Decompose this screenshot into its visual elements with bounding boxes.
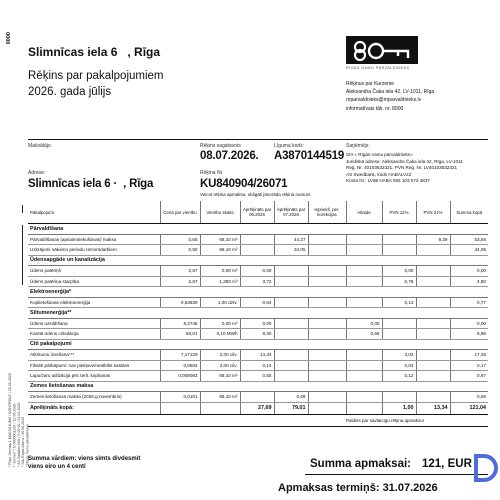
table-cell: 0,77: [450, 297, 488, 308]
amount-due-label: Summa apmaksai:: [310, 458, 411, 470]
table-row: [28, 329, 488, 340]
contract-label: Līguma kods:: [274, 143, 305, 149]
invoice-note: Veicot rēķina apmaksu, obligāti jānorāda rēķina numurs: [200, 192, 311, 197]
section-header-row: [28, 224, 488, 235]
total-cell: [160, 402, 200, 414]
column-header: Vienību skaits: [200, 201, 240, 224]
table-cell: [416, 329, 450, 340]
payer-label: Maksātājs:: [28, 143, 52, 149]
table-cell: [274, 329, 308, 340]
divider: [305, 474, 488, 475]
table-cell: [274, 350, 308, 361]
payment-term-date: 31.07.2026: [382, 482, 438, 494]
amount-due-number: 121,: [422, 458, 445, 470]
table-cell: 68,10 m²: [200, 245, 240, 256]
table-cell: [308, 392, 346, 403]
section-header-row: [28, 308, 488, 319]
table-cell: 3,02: [382, 350, 416, 361]
table-cell: 0,14: [240, 360, 274, 371]
receiver-line: Reģ. Nr. 40103632321, PVN Reģ. Nr. LV40103632321: [346, 165, 458, 171]
receiver-label: Saņēmējs:: [346, 143, 370, 149]
table-cell: 0,65: [160, 234, 200, 245]
total-cell: 27,69: [240, 402, 274, 414]
table-cell: [240, 392, 274, 403]
total-label: Aprēķināts kopā:: [28, 402, 160, 414]
payment-term-label: Apmaksas termiņš:: [278, 482, 380, 494]
sum-in-words: Summa vārdiem: viens simts divdesmit viens eiro un 4 centi: [28, 456, 141, 470]
table-cell: [416, 276, 450, 287]
section-header-row: [28, 255, 488, 266]
service-name: Ūdens patēriņš: [28, 266, 160, 277]
table-cell: 0,63839: [160, 297, 200, 308]
table-cell: [308, 234, 346, 245]
table-cell: 8,3746: [160, 318, 200, 329]
amount-due-value: [422, 458, 472, 470]
table-cell: [382, 318, 416, 329]
table-cell: 2,67: [160, 266, 200, 277]
table-cell: 53,56: [450, 234, 488, 245]
table-cell: 68,10 m²: [200, 371, 240, 382]
table-cell: 0,78: [382, 276, 416, 287]
table-cell: [346, 297, 382, 308]
table-cell: [274, 276, 308, 287]
table-row: [28, 245, 488, 256]
table-cell: [346, 234, 382, 245]
header-invoice-title: Rēķins par pakalpojumiem: [28, 70, 164, 82]
section-header-row: [28, 287, 488, 298]
section-title: Citi pakalpojumi: [28, 339, 488, 350]
address-label: Adrese:: [28, 170, 46, 176]
table-cell: 34,05: [450, 245, 488, 256]
header-address: [28, 45, 160, 59]
table-cell: 0,00: [346, 318, 382, 329]
service-name: Karstā ūdens cirkulācija: [28, 329, 160, 340]
column-header: Summa kopā: [450, 201, 488, 224]
table-row: [28, 371, 488, 382]
table-cell: 0,64: [240, 297, 274, 308]
contract-code: A3870144519: [274, 150, 345, 162]
table-cell: [274, 266, 308, 277]
services-table: [28, 201, 488, 415]
table-cell: 0,50: [160, 245, 200, 256]
service-name: Lapu/zaru utilizācija pēc terit. kopšanas: [28, 371, 160, 382]
table-cell: 8,96: [450, 329, 488, 340]
table-cell: 14,34: [240, 350, 274, 361]
invoice-number-label: Rēķina Nr.: [200, 170, 224, 176]
table-cell: [416, 318, 450, 329]
table-cell: [308, 297, 346, 308]
table-cell: [308, 360, 346, 371]
requisite-line: rnparvaldnieks@rnparvaldnieks.lv: [346, 97, 422, 104]
table-cell: 0,17: [450, 360, 488, 371]
table-row: [28, 297, 488, 308]
total-cell: [346, 402, 382, 414]
section-header-row: [28, 381, 488, 392]
table-cell: 2,67: [160, 276, 200, 287]
table-cell: [308, 329, 346, 340]
table-cell: 0,03: [382, 360, 416, 371]
table-cell: 7,17129: [160, 350, 200, 361]
logo-subtitle: RĪGAS NAMU PĀRVALDNIEKS: [346, 66, 410, 70]
service-name: Ūdens uzsildīšana: [28, 318, 160, 329]
table-cell: 0,12: [382, 371, 416, 382]
table-cell: [346, 245, 382, 256]
table-cell: [382, 392, 416, 403]
table-cell: [346, 350, 382, 361]
table-cell: [240, 245, 274, 256]
column-header: Aprēķināts par 06.2026: [240, 201, 274, 224]
total-cell: [308, 402, 346, 414]
total-cell: 1,00: [382, 402, 416, 414]
table-cell: 0,0101: [160, 392, 200, 403]
column-header: PVN 12%: [382, 201, 416, 224]
table-cell: 0,00: [450, 266, 488, 277]
table-cell: [274, 297, 308, 308]
column-header: Iepriekš. per. korekcijas: [308, 201, 346, 224]
table-row: [28, 350, 488, 361]
table-row: [28, 318, 488, 329]
table-cell: [308, 266, 346, 277]
divider: [28, 139, 488, 140]
table-cell: 44,27: [274, 234, 308, 245]
table-cell: 9,29: [416, 234, 450, 245]
company-requisites: [346, 80, 434, 113]
column-header: Pakalpojumi: [28, 201, 160, 224]
table-cell: [416, 371, 450, 382]
section-title: Zemes lietošanas maksa: [28, 381, 488, 392]
service-name: Atkritumu izvešana***: [28, 350, 160, 361]
table-cell: 0,13: [382, 297, 416, 308]
table-cell: [382, 329, 416, 340]
service-name: Ūdens patēriņa starpība: [28, 276, 160, 287]
table-cell: 2,00 cilv.: [200, 360, 240, 371]
key-logo-icon: [346, 36, 418, 64]
column-header: Cena par vienību: [160, 201, 200, 224]
table-cell: 1,393 m³: [200, 276, 240, 287]
table-cell: 8,30: [240, 329, 274, 340]
service-name: Zemes lietošanas maksa (2026.g.novembris): [28, 392, 160, 403]
total-cell: 121,04: [450, 402, 488, 414]
invoice-number: KU840904/26071: [200, 178, 288, 190]
table-row: [28, 266, 488, 277]
table-cell: 0,10 MWh: [200, 329, 240, 340]
table-cell: [274, 360, 308, 371]
payment-term: [278, 482, 438, 494]
table-cell: 0,00: [382, 266, 416, 277]
table-cell: 0,00 m³: [200, 318, 240, 329]
column-header: PVN 21%: [416, 201, 450, 224]
table-cell: [416, 392, 450, 403]
table-cell: [240, 234, 274, 245]
table-cell: 68,10 m²: [200, 392, 240, 403]
watermark-logo-icon: [470, 452, 498, 486]
table-cell: 0,55: [240, 371, 274, 382]
column-header: Aprēķināts par 07.2026: [274, 201, 308, 224]
side-print-text: * Rīga Jūrmala 1 MAKSĀJUMS / KONTROLE / 28.06.2026 * "Zemes" / N 0000001234 / 12.06.2026 * AS Sadales tīkls / 0 00 00 / 01.01.2026 * SIA Rīgas ūdens / 26.06.2026 * Rīgas nams pārvaldnieks: [8, 373, 30, 467]
receiver-line: Juridiskā adrese: Aleksandra Čaka iela 42, Rīga, LV-1011: [346, 158, 463, 164]
payer-address-city: , Rīga: [123, 178, 154, 190]
table-cell: 0,00: [240, 318, 274, 329]
service-name: Koplietošanas elektroenerģija: [28, 297, 160, 308]
amount-due-currency: EUR: [447, 458, 472, 470]
table-cell: 0,66: [346, 329, 382, 340]
table-cell: [274, 318, 308, 329]
date-label: Rēķins sagatavots: [200, 143, 241, 149]
table-cell: 17,36: [450, 350, 488, 361]
table-cell: 0,67: [450, 371, 488, 382]
total-cell: 13,34: [416, 402, 450, 414]
table-cell: [308, 245, 346, 256]
table-cell: [308, 350, 346, 361]
requisite-line: Rēķinus par Kurzeme: [346, 81, 395, 87]
table-row: [28, 276, 488, 287]
table-cell: [416, 350, 450, 361]
receiver-line: AS Swedbank, kods HABALV22: [346, 171, 412, 177]
thanks-note: Paldies par savlaicīgu rēķina apmaksu!: [346, 418, 425, 423]
table-cell: [346, 392, 382, 403]
table-row: [28, 234, 488, 245]
service-name: Pārvaldīšanas (apsaimniekošanas) maksa: [28, 234, 160, 245]
table-cell: 2,00 cilv.: [200, 350, 240, 361]
table-cell: 0,00: [240, 266, 274, 277]
table-cell: 0,008083: [160, 371, 200, 382]
section-header-row: [28, 339, 488, 350]
receiver-line: SIA « Rīgas namu pārvaldnieks»: [346, 152, 413, 157]
table-cell: [382, 234, 416, 245]
column-header: Atlaide: [346, 201, 382, 224]
table-row: [28, 360, 488, 371]
requisite-line: informatīvais tālr. nr. 8900: [346, 105, 404, 112]
table-cell: 4,50: [450, 276, 488, 287]
section-title: Ūdensapgāde un kanalizācija: [28, 255, 488, 266]
section-title: Siltumenerģija**: [28, 308, 488, 319]
gutter-mark: [22, 205, 23, 213]
section-title: Elektroenerģija*: [28, 287, 488, 298]
table-row: [28, 392, 488, 403]
table-cell: [416, 266, 450, 277]
table-cell: [308, 371, 346, 382]
service-name: Fiksēti pārkāpumi: nav piekļuve/neatbilst sastāvs: [28, 360, 160, 371]
table-cell: 0,00 m³: [200, 266, 240, 277]
payer-address-street: Slimnīcas iela 6 ·: [28, 178, 118, 190]
table-cell: [308, 318, 346, 329]
table-cell: [274, 371, 308, 382]
total-row: [28, 402, 488, 414]
payer-address: [28, 178, 153, 190]
table-cell: 68,10 m²: [200, 234, 240, 245]
table-cell: 0,00: [450, 318, 488, 329]
table-cell: [416, 360, 450, 371]
table-cell: [346, 276, 382, 287]
divider: [28, 426, 488, 427]
header-address-street: Slimnīcas iela 6: [28, 45, 118, 59]
table-cell: 34,05: [274, 245, 308, 256]
company-logo: [346, 36, 418, 64]
total-cell: [200, 402, 240, 414]
table-cell: 0,69: [274, 392, 308, 403]
receiver-details: [346, 152, 463, 185]
table-cell: 3,72: [240, 276, 274, 287]
table-cell: [416, 297, 450, 308]
table-cell: 0,0683: [160, 360, 200, 371]
receiver-line: Konta Nr.: LV98 HABA 055 103 073 4837: [346, 178, 430, 184]
table-cell: 0,69: [450, 392, 488, 403]
section-title: Pārvaldīšana: [28, 224, 488, 235]
table-cell: 1,00 dzīv.: [200, 297, 240, 308]
table-cell: [346, 371, 382, 382]
table-cell: [346, 266, 382, 277]
table-cell: 83,01: [160, 329, 200, 340]
invoice-date: 08.07.2026.: [200, 150, 259, 162]
service-name: Uzkrājumi nākamo periodu remontdarbiem: [28, 245, 160, 256]
total-cell: 79,01: [274, 402, 308, 414]
header-period: 2026. gada jūlijs: [28, 86, 112, 98]
gutter-mark: [22, 225, 23, 285]
requisite-line: Aleksandra Čaka iela 42, LV-1011, Rīga: [346, 89, 435, 96]
table-cell: [308, 276, 346, 287]
table-cell: [382, 245, 416, 256]
header-address-city: , Rīga: [127, 45, 161, 59]
document-code: 0000: [6, 32, 12, 45]
table-cell: [416, 245, 450, 256]
table-cell: [346, 360, 382, 371]
table-header-row: [28, 201, 488, 224]
